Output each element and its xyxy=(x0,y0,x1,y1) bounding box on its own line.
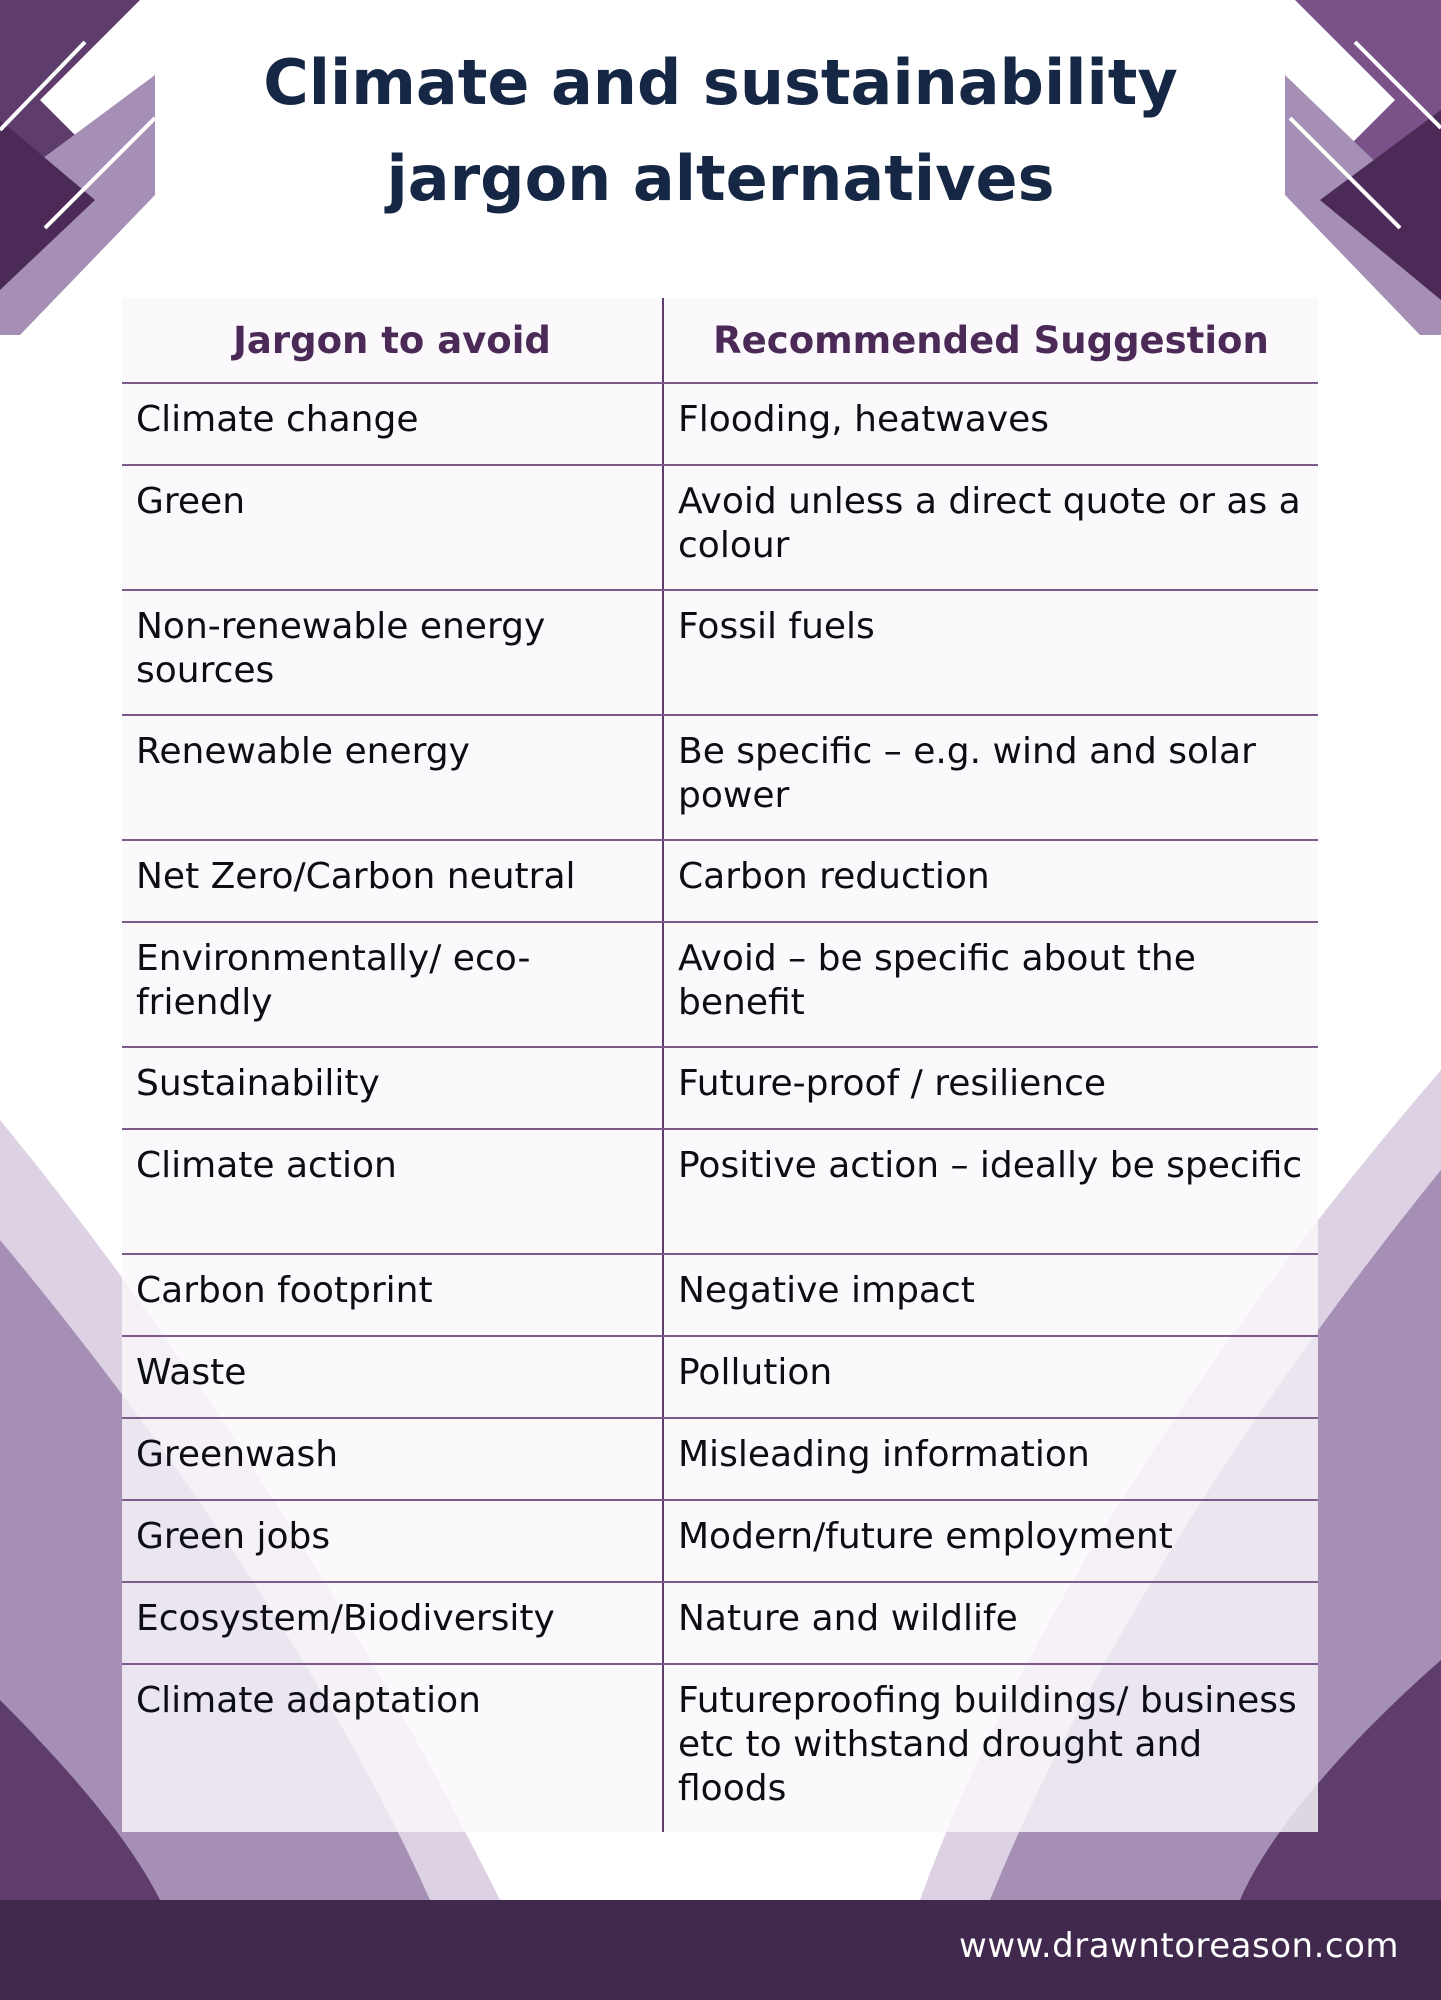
title-line-1: Climate and sustainability xyxy=(263,46,1178,119)
table-row xyxy=(122,465,1318,590)
page-title xyxy=(0,35,1441,227)
table-row xyxy=(122,383,1318,465)
suggestion-cell: Avoid unless a direct quote or as a colour xyxy=(663,465,1318,590)
suggestion-cell: Future-proof / resilience xyxy=(663,1047,1318,1129)
jargon-cell: Climate action xyxy=(122,1129,663,1254)
footer-bar xyxy=(0,1900,1441,2000)
header-jargon: Jargon to avoid xyxy=(122,298,663,383)
table-row xyxy=(122,1664,1318,1832)
suggestion-cell: Misleading information xyxy=(663,1418,1318,1500)
suggestion-cell: Modern/future employment xyxy=(663,1500,1318,1582)
suggestion-cell: Avoid – be specific about the benefit xyxy=(663,922,1318,1047)
table-row xyxy=(122,1047,1318,1129)
jargon-cell: Non-renewable energy sources xyxy=(122,590,663,715)
table-row xyxy=(122,1582,1318,1664)
jargon-cell: Net Zero/Carbon neutral xyxy=(122,840,663,922)
table-row xyxy=(122,1129,1318,1254)
table-row xyxy=(122,1254,1318,1336)
suggestion-cell: Positive action – ideally be specific xyxy=(663,1129,1318,1254)
table-row xyxy=(122,922,1318,1047)
suggestion-cell: Nature and wildlife xyxy=(663,1582,1318,1664)
jargon-cell: Green jobs xyxy=(122,1500,663,1582)
suggestion-cell: Pollution xyxy=(663,1336,1318,1418)
jargon-cell: Waste xyxy=(122,1336,663,1418)
suggestion-cell: Flooding, heatwaves xyxy=(663,383,1318,465)
jargon-table xyxy=(122,298,1318,1832)
suggestion-cell: Be specific – e.g. wind and solar power xyxy=(663,715,1318,840)
suggestion-cell: Fossil fuels xyxy=(663,590,1318,715)
jargon-cell: Environmentally/ eco-friendly xyxy=(122,922,663,1047)
title-line-2: jargon alternatives xyxy=(386,142,1055,215)
table-row xyxy=(122,1500,1318,1582)
jargon-cell: Ecosystem/Biodiversity xyxy=(122,1582,663,1664)
website-link[interactable]: www.drawntoreason.com xyxy=(959,1926,1399,1966)
header-suggestion: Recommended Suggestion xyxy=(663,298,1318,383)
jargon-cell: Renewable energy xyxy=(122,715,663,840)
table-row xyxy=(122,1336,1318,1418)
suggestion-cell: Negative impact xyxy=(663,1254,1318,1336)
jargon-table-container xyxy=(122,298,1318,1832)
table-row xyxy=(122,1418,1318,1500)
jargon-cell: Climate adaptation xyxy=(122,1664,663,1832)
table-row xyxy=(122,590,1318,715)
table-row xyxy=(122,840,1318,922)
jargon-cell: Carbon footprint xyxy=(122,1254,663,1336)
jargon-cell: Sustainability xyxy=(122,1047,663,1129)
jargon-cell: Climate change xyxy=(122,383,663,465)
suggestion-cell: Futureproofing buildings/ business etc to withstand drought and floods xyxy=(678,1680,1297,1809)
jargon-cell: Green xyxy=(122,465,663,590)
suggestion-cell: Carbon reduction xyxy=(663,840,1318,922)
jargon-cell: Greenwash xyxy=(122,1418,663,1500)
table-row xyxy=(122,715,1318,840)
table-header-row xyxy=(122,298,1318,383)
